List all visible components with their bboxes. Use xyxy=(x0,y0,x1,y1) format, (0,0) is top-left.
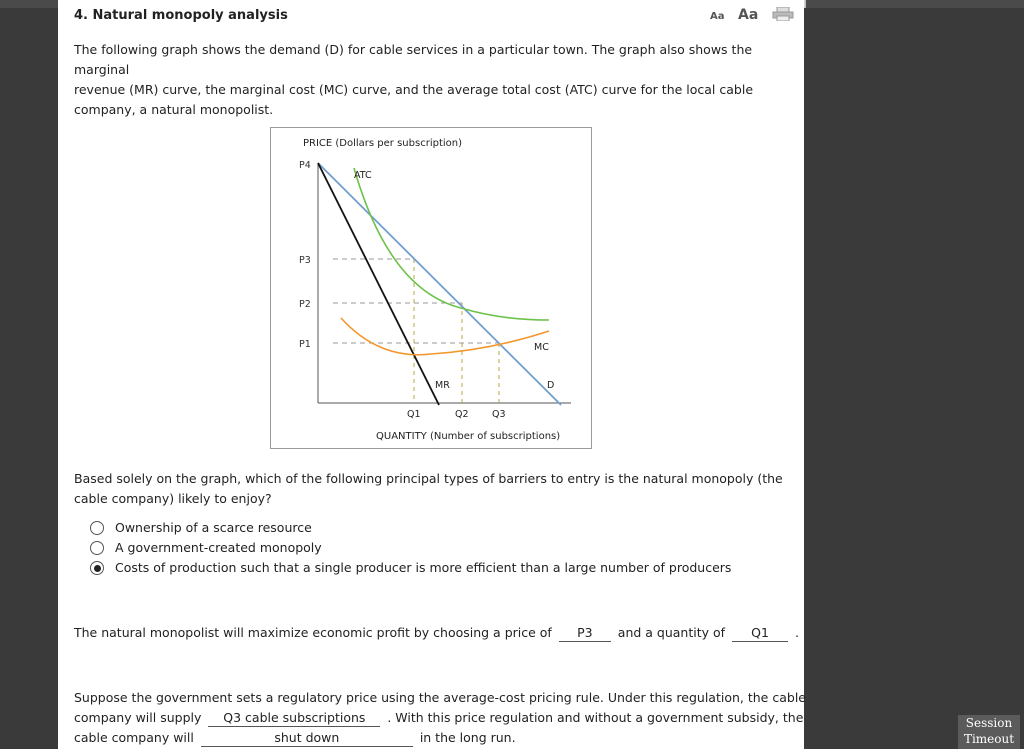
x-tick-label: Q1 xyxy=(407,409,421,420)
q4-line xyxy=(74,708,806,728)
option-label: Costs of production such that a single producer is more efficient than a large number of producers xyxy=(115,560,732,575)
y-tick-label: P4 xyxy=(299,160,311,171)
intro-paragraph xyxy=(74,40,804,120)
question4 xyxy=(74,688,806,748)
demand-label: D xyxy=(547,380,555,391)
y-axis-title: PRICE (Dollars per subscription) xyxy=(303,138,462,149)
price-answer-dropdown[interactable]: P3 xyxy=(559,625,611,642)
question3 xyxy=(74,623,799,643)
q4-line xyxy=(74,728,806,748)
q4-line: Suppose the government sets a regulatory price using the average-cost pricing rule. Under this regulation, the cable xyxy=(74,690,806,705)
monopoly-graph xyxy=(270,127,592,449)
quantity-answer-dropdown[interactable]: Q1 xyxy=(732,625,788,642)
q3-text: and a quantity of xyxy=(617,625,726,640)
q4-text: in the long run. xyxy=(419,730,516,745)
mc-label: MC xyxy=(534,342,549,353)
question-panel xyxy=(58,0,804,749)
q4-text: cable company will xyxy=(74,730,194,745)
radio-button[interactable] xyxy=(90,541,104,555)
print-icon[interactable] xyxy=(772,7,794,21)
prompt-line: cable company) likely to enjoy? xyxy=(74,491,272,506)
intro-line: revenue (MR) curve, the marginal cost (MC) curve, and the average total cost (ATC) curve for the local cable xyxy=(74,82,754,97)
x-axis-title: QUANTITY (Number of subscriptions) xyxy=(376,431,561,442)
supply-answer-dropdown[interactable]: Q3 cable subscriptions xyxy=(208,710,380,727)
session-line: Timeout xyxy=(963,732,1015,746)
x-tick-label: Q3 xyxy=(492,409,506,420)
mr-curve xyxy=(318,163,439,405)
session-timeout-button[interactable] xyxy=(958,715,1020,749)
question2-prompt xyxy=(74,469,783,509)
q3-text: The natural monopolist will maximize economic profit by choosing a price of xyxy=(74,625,552,640)
mc-curve xyxy=(341,318,549,355)
radio-button[interactable] xyxy=(90,521,104,535)
q4-text: company will supply xyxy=(74,710,202,725)
intro-line: company, a natural monopolist. xyxy=(74,102,274,117)
option-label: Ownership of a scarce resource xyxy=(115,520,312,535)
x-tick-label: Q2 xyxy=(455,409,469,420)
q3-text: . xyxy=(795,625,800,640)
outcome-answer-dropdown[interactable]: shut down xyxy=(201,730,413,747)
radio-button-selected[interactable] xyxy=(90,561,104,575)
prompt-line: Based solely on the graph, which of the following principal types of barriers to entry is the natural monopoly (the xyxy=(74,471,783,486)
session-line: Session xyxy=(965,716,1013,730)
atc-label: ATC xyxy=(354,170,372,181)
mr-label: MR xyxy=(435,380,450,391)
q4-text: . With this price regulation and without a government subsidy, the xyxy=(387,710,804,725)
demand-curve xyxy=(318,163,561,405)
option-label: A government-created monopoly xyxy=(115,540,322,555)
y-tick-label: P1 xyxy=(299,339,311,350)
y-tick-label: P3 xyxy=(299,255,311,266)
text-size-small-button[interactable]: Aa xyxy=(710,11,725,22)
y-tick-label: P2 xyxy=(299,299,311,310)
intro-line: The following graph shows the demand (D) for cable services in a particular town. The graph also shows the marginal xyxy=(74,42,753,77)
graph-svg xyxy=(271,128,591,448)
question-title: 4. Natural monopoly analysis xyxy=(74,8,288,23)
text-size-large-button[interactable]: Aa xyxy=(738,7,759,23)
